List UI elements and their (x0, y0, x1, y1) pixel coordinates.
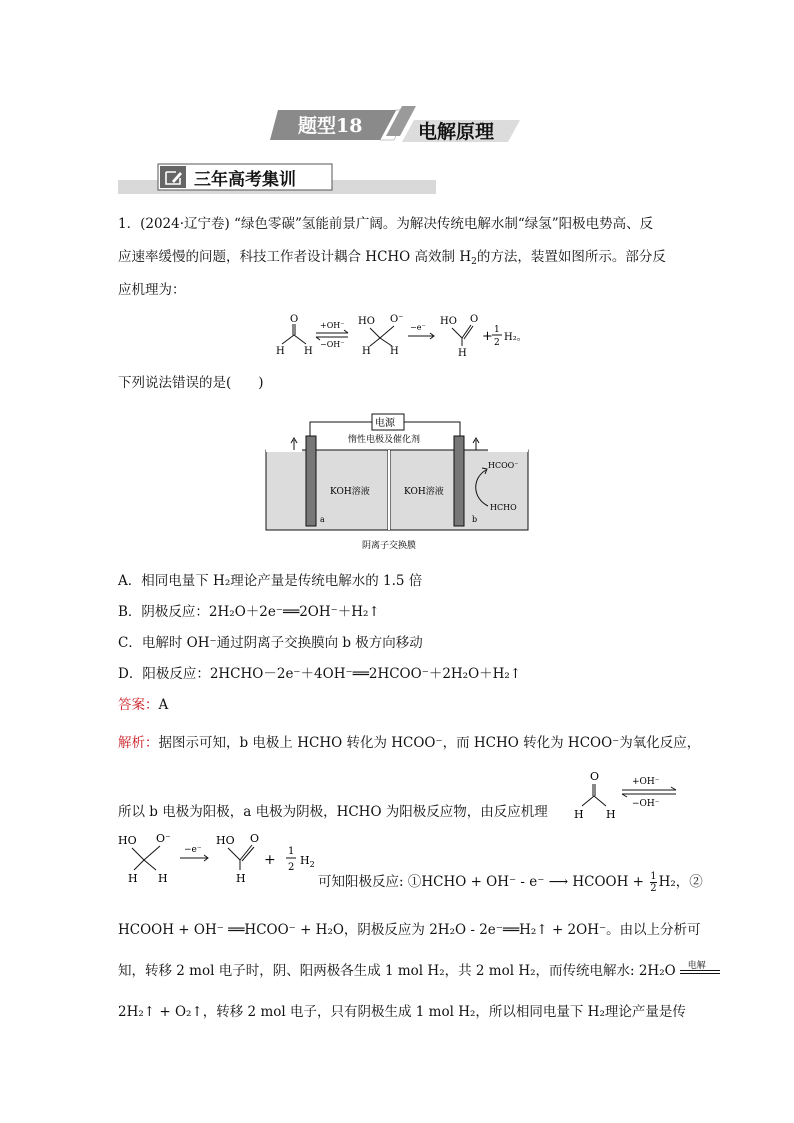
svg-text:+: + (264, 852, 276, 868)
mech-h-3: H (362, 346, 371, 357)
mech-arrow2-top: −e⁻ (410, 323, 426, 332)
question-line-3: 应机理为： (118, 282, 186, 298)
svg-text:−OH⁻: −OH⁻ (632, 799, 660, 809)
svg-text:−e⁻: −e⁻ (184, 845, 202, 855)
electrolysis-apparatus (262, 410, 530, 556)
mech-half-den: 2 (494, 338, 500, 348)
mech-h-1: H (276, 346, 285, 357)
membrane-label: 阴离子交换膜 (362, 541, 417, 551)
right-solution: KOH溶液 (404, 487, 444, 497)
hcho-label: HCHO (490, 503, 517, 512)
power-label: 电源 (375, 418, 395, 429)
analysis-line-1: 解析：据图示可知，b 电极上 HCHO 转化为 HCOO⁻，而 HCHO 转化为 HCOO⁻为氧化反应， (118, 735, 701, 751)
section-header (118, 162, 436, 196)
svg-text:H: H (158, 872, 168, 885)
mech-arrow1-bottom: −OH⁻ (320, 340, 345, 349)
mech-bond-3 (294, 335, 306, 344)
answer-label: 答案： (118, 697, 159, 713)
half-fraction: $\frac{1}{2}$ (650, 871, 657, 894)
section-title: 三年高考集训 (194, 170, 296, 190)
question-line-2: 应速率缓慢的问题，科技工作者设计耦合 HCHO 高效制 $H_2$的方法，装置如图所示。部分反 (118, 249, 666, 267)
analysis-line-4: HCOOH + OH⁻ ══HCOO⁻ + H₂O，阴极反应为 2H₂O - 2e⁻══H₂↑ + 2OH⁻。由以上分析可 (118, 922, 701, 938)
mech-arrow1-top: +OH⁻ (320, 321, 345, 330)
svg-text:1: 1 (288, 846, 295, 857)
svg-text:+OH⁻: +OH⁻ (632, 777, 660, 787)
mech-ho-2: HO (440, 316, 457, 327)
mech-o-1: O (290, 314, 299, 325)
mechanism-inline-2 (116, 830, 326, 888)
mechanism-diagram (272, 310, 542, 360)
mech-h-4: H (390, 346, 399, 357)
svg-text:O: O (590, 770, 600, 783)
electrode-a-label: a (320, 515, 325, 524)
answer-line (118, 695, 168, 715)
analysis-label: 解析： (118, 735, 159, 751)
mech-h-2: H (304, 346, 313, 357)
svg-text:HO: HO (118, 834, 137, 847)
answer-value: A (158, 697, 169, 713)
analysis-line-3: 可知阳极反应: ①HCHO + OH⁻ - e⁻ ⟶ HCOOH + $\frac{1}{2}$ H₂，② (318, 871, 703, 894)
mech-h-5: H (458, 348, 467, 359)
question-prompt: 下列说法错误的是( ) (118, 375, 264, 391)
analysis-line-2: 所以 b 电极为阳极，a 电极为阴极，HCHO 为阳极反应物，由反应机理 (118, 804, 548, 820)
mech-o-2: O (470, 314, 479, 325)
analysis-line-5: 知，转移 2 mol 电子时，阴、阳两极各生成 1 mol H₂，共 2 mol H₂，而传统电解水: 2H₂O 电解 (118, 961, 720, 982)
svg-text:H: H (236, 872, 246, 885)
analysis-line-6: 2H₂↑ + O₂↑，转移 2 mol 电子，只有阴极生成 1 mol H₂，所以相同电量下 H₂理论产量是传 (118, 1004, 686, 1020)
mechanism-inline-1 (570, 768, 680, 820)
electrode-b (454, 436, 464, 526)
mech-ho: HO (358, 316, 375, 327)
option-d: D．阳极反应：2HCHO－2e⁻＋4OH⁻══2HCOO⁻＋2H₂O＋H₂↑ (118, 666, 522, 682)
wire-left (310, 422, 372, 436)
banner-type-label: 题型18 (298, 115, 363, 137)
wire-right (404, 422, 460, 436)
left-solution: KOH溶液 (330, 487, 370, 497)
svg-text:HO: HO (216, 834, 235, 847)
svg-text:O⁻: O⁻ (156, 832, 171, 845)
svg-text:H: H (574, 808, 584, 820)
mech-bond-2 (282, 335, 294, 344)
svg-text:H: H (128, 872, 138, 885)
svg-text:O: O (250, 832, 260, 845)
electrode-b-label: b (472, 515, 478, 524)
electrode-a (306, 436, 316, 526)
type-banner (270, 102, 530, 146)
electrolysis-arrow: 电解 (680, 962, 720, 982)
option-b: B．阴极反应：2H₂O＋2e⁻══2OH⁻＋H₂↑ (118, 604, 380, 620)
mech-half-num: 1 (494, 325, 500, 335)
mech-o-minus: O⁻ (390, 314, 404, 325)
question-line-1: 1．(2024·辽宁卷) “绿色零碳”氢能前景广阔。为解决传统电解水制“绿氢”阳极电势高、反 (118, 216, 654, 232)
mech-h2: H₂。 (504, 332, 527, 343)
electrode-label: 惰性电极及催化剂 (348, 435, 421, 445)
option-c: C．电解时 OH⁻通过阴离子交换膜向 b 极方向移动 (118, 635, 423, 651)
hcoo-label: HCOO⁻ (488, 461, 519, 470)
svg-text:2: 2 (288, 862, 295, 873)
banner-title: 电解原理 (418, 121, 495, 143)
svg-text:H: H (606, 808, 616, 820)
svg-text:H2: $H_2$ (300, 854, 315, 869)
option-a: A．相同电量下 H₂理论产量是传统电解水的 1.5 倍 (118, 573, 423, 589)
mech-plus: + (482, 329, 493, 344)
